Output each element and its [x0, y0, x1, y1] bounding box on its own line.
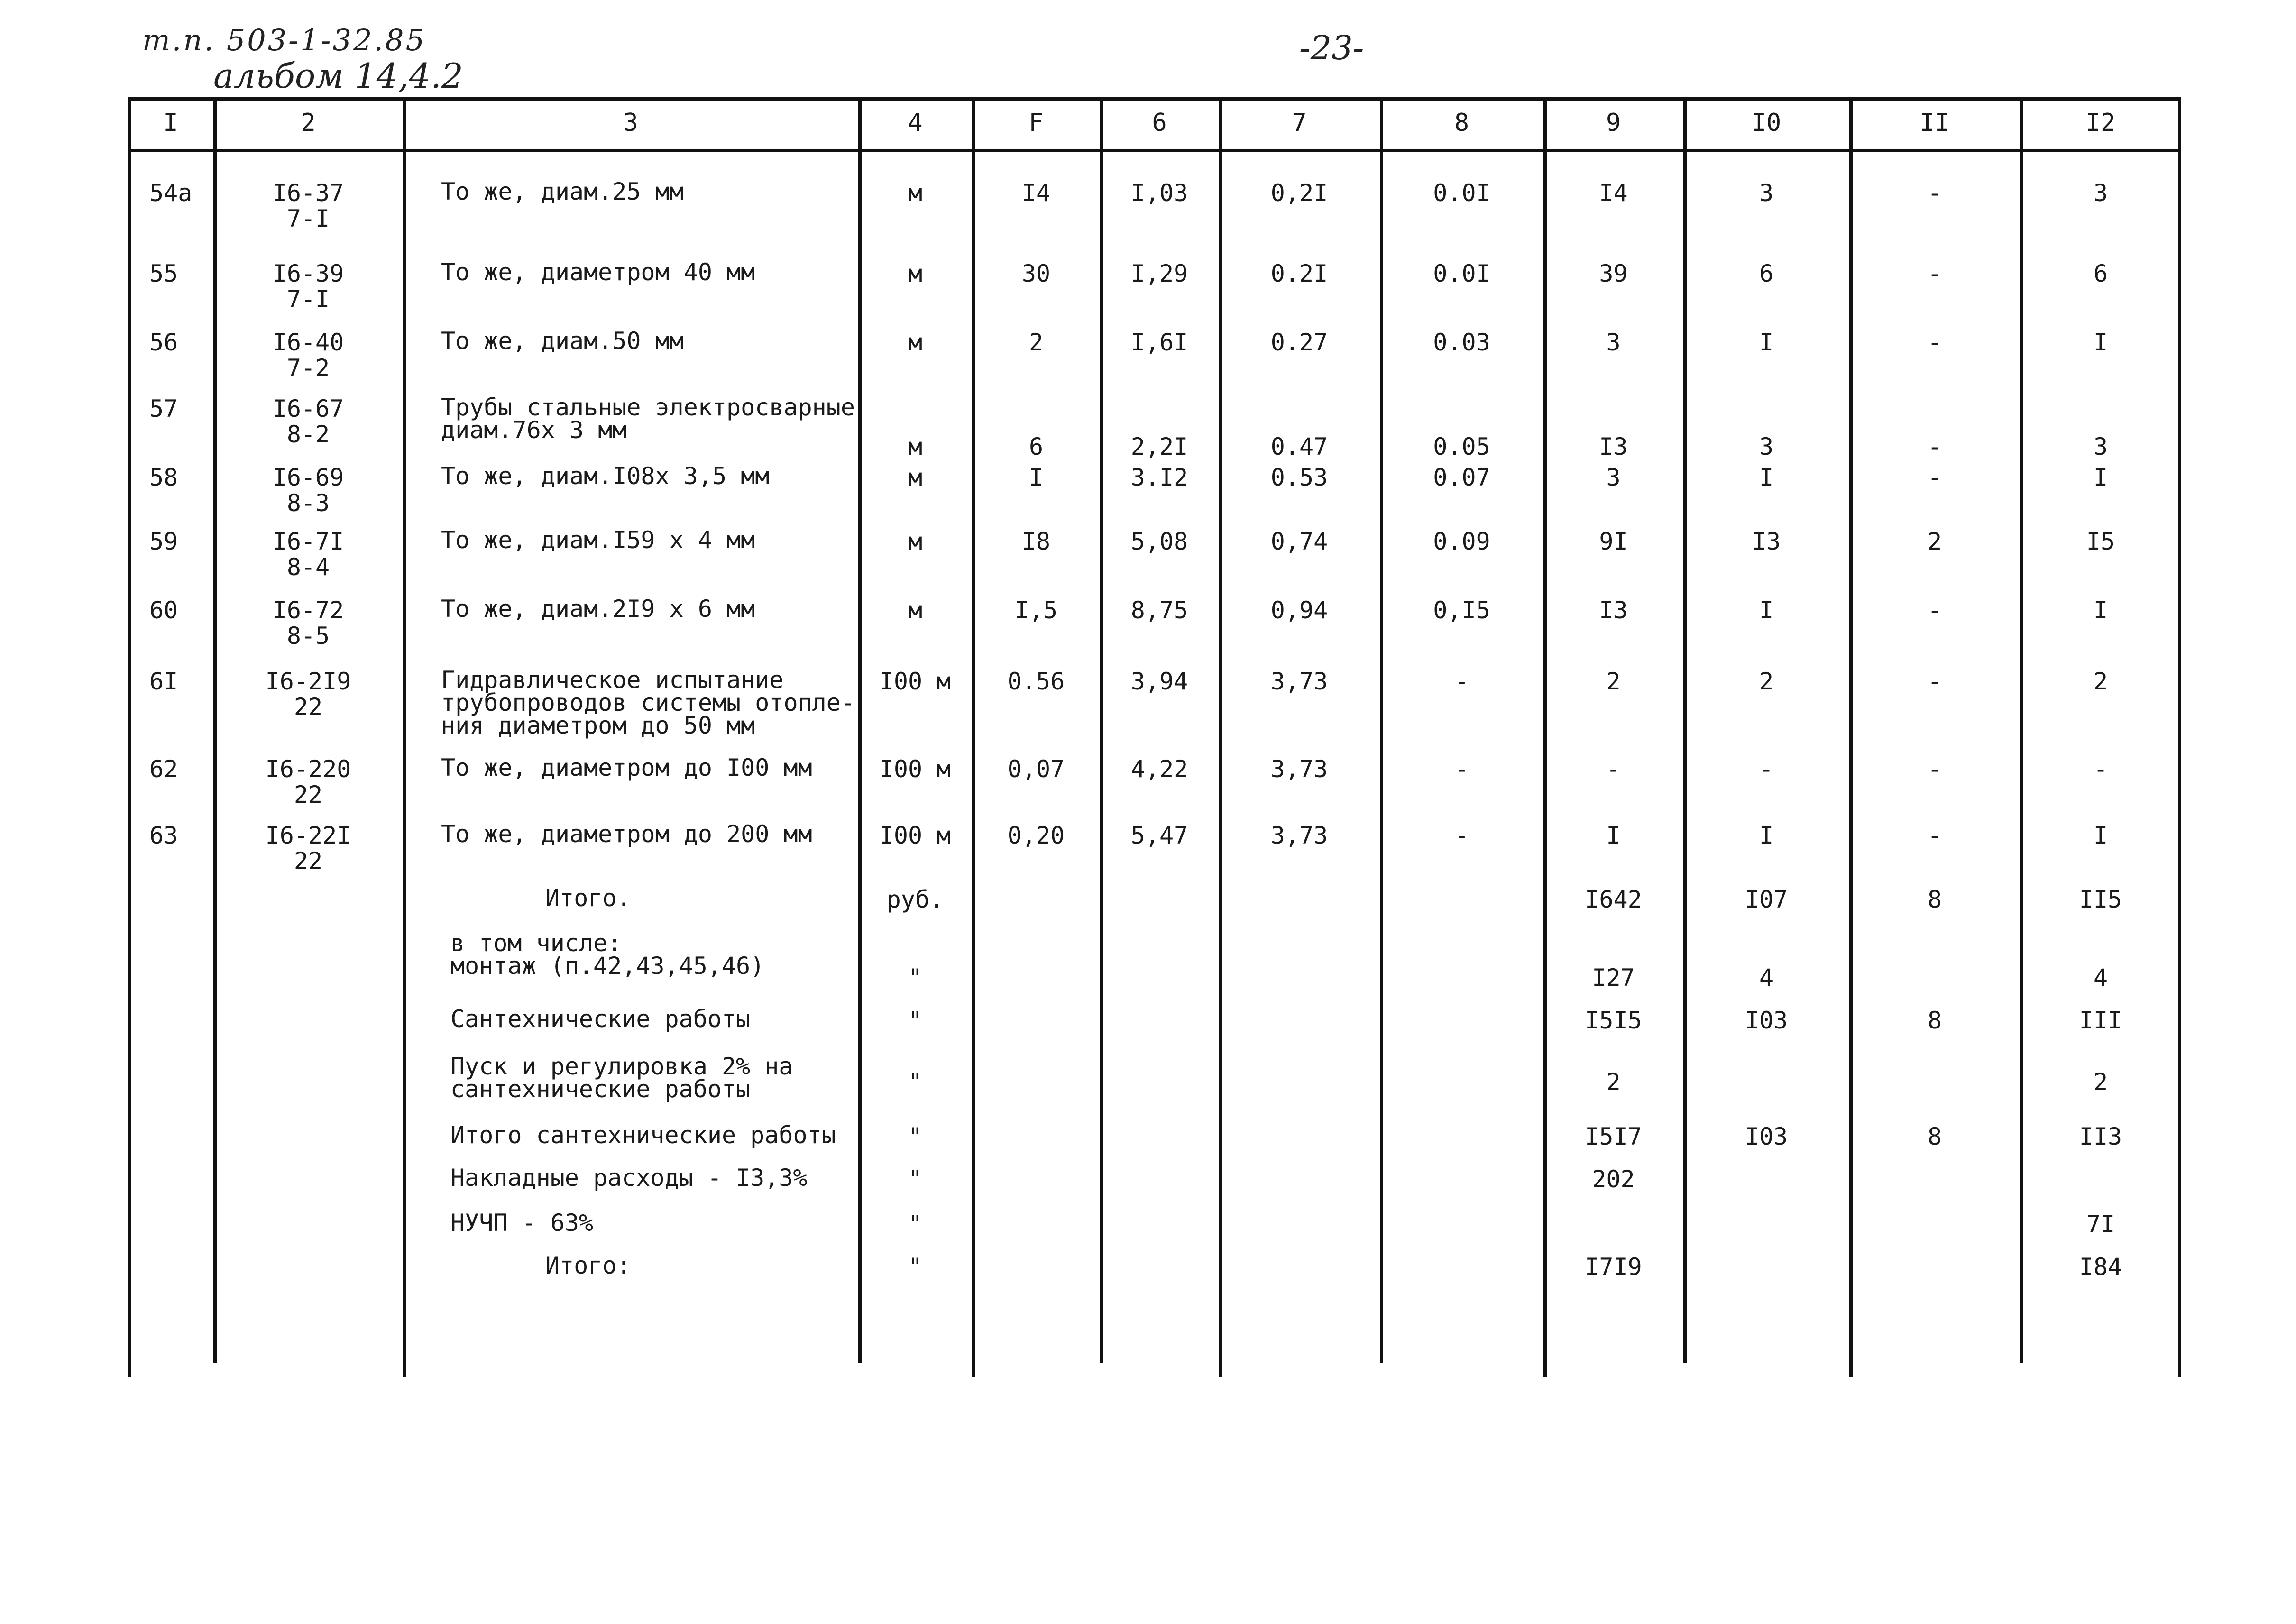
total-wages-machines: I	[2093, 329, 2108, 356]
norm-code: I6-220 22	[265, 755, 351, 808]
column-header: II	[1919, 109, 1950, 137]
column-divider	[1100, 97, 1103, 1363]
column-divider	[1849, 97, 1853, 1377]
totals-label: Итого.	[545, 884, 631, 912]
totals-wages-machines: II5	[2079, 886, 2122, 913]
quantity: I,5	[1014, 596, 1058, 624]
unit-wages: 0.47	[1270, 433, 1328, 460]
work-description: То же, диам.25 мм	[441, 178, 684, 205]
unit: I00 м	[879, 668, 951, 695]
totals-cost: 2	[1606, 1068, 1621, 1096]
total-machine-cost: -	[1927, 596, 1942, 624]
total-wages: 6	[1759, 260, 1774, 287]
total-cost: I4	[1599, 179, 1628, 207]
total-wages: I	[1759, 464, 1774, 491]
norm-code: I6-67 8-2	[272, 395, 344, 448]
total-cost: 3	[1606, 464, 1621, 491]
total-wages-machines: 3	[2093, 179, 2108, 207]
unit-cost: I,03	[1130, 179, 1188, 207]
header-bottom-border	[128, 149, 2181, 152]
total-wages: 3	[1759, 433, 1774, 460]
total-wages: I3	[1752, 528, 1781, 555]
unit-machine-cost: -	[1454, 822, 1469, 849]
unit-machine-cost: 0.05	[1433, 433, 1490, 460]
unit-machine-cost: -	[1454, 755, 1469, 783]
unit: м	[908, 596, 923, 624]
totals-unit: руб.	[886, 886, 944, 913]
totals-wages: I03	[1745, 1123, 1788, 1150]
total-machine-cost: -	[1927, 260, 1942, 287]
column-header: 4	[908, 109, 923, 137]
column-header: 3	[623, 109, 638, 137]
total-wages: 3	[1759, 179, 1774, 207]
totals-wages-machines: 7I	[2086, 1211, 2115, 1238]
totals-label: в том числе: монтаж (п.42,43,45,46)	[450, 929, 765, 980]
unit-wages: 3,73	[1270, 822, 1328, 849]
norm-code: I6-40 7-2	[272, 329, 344, 382]
totals-label: НУЧП - 63%	[450, 1209, 594, 1237]
unit-wages: 0.27	[1270, 329, 1328, 356]
column-header: 9	[1606, 109, 1621, 137]
total-machine-cost: -	[1927, 755, 1942, 783]
quantity: 0,20	[1007, 822, 1065, 849]
total-wages-machines: 2	[2093, 668, 2108, 695]
totals-wages: I07	[1745, 886, 1788, 913]
unit: I00 м	[879, 755, 951, 783]
column-divider	[1380, 97, 1383, 1363]
total-machine-cost: -	[1927, 822, 1942, 849]
column-divider	[972, 97, 975, 1377]
row-number: 54а	[149, 179, 193, 207]
norm-code: I6-7I 8-4	[272, 528, 344, 581]
norm-code: I6-37 7-I	[272, 179, 344, 232]
totals-label: Накладные расходы - I3,3%	[450, 1164, 808, 1192]
unit: м	[908, 464, 923, 491]
page-number: -23-	[1299, 28, 1364, 67]
totals-label: Итого сантехнические работы	[450, 1121, 836, 1149]
column-divider	[403, 97, 406, 1377]
total-wages: I	[1759, 329, 1774, 356]
norm-code: I6-69 8-3	[272, 464, 344, 517]
total-machine-cost: 2	[1927, 528, 1942, 555]
unit: м	[908, 433, 923, 460]
totals-machine-cost: 8	[1927, 886, 1942, 913]
totals-unit: "	[908, 1211, 923, 1238]
handwritten-album: альбом 14,4.2	[213, 56, 463, 96]
totals-wages-machines: I84	[2079, 1253, 2122, 1281]
column-header: I0	[1751, 109, 1782, 137]
unit-wages: 0,94	[1270, 596, 1328, 624]
unit-cost: 2,2I	[1130, 433, 1188, 460]
unit-wages: 3,73	[1270, 668, 1328, 695]
work-description: То же, диаметром до 200 мм	[441, 820, 812, 848]
total-wages: I	[1759, 596, 1774, 624]
table-top-border	[128, 97, 2181, 101]
row-number: 59	[149, 528, 178, 555]
quantity: 0,07	[1007, 755, 1065, 783]
unit: м	[908, 528, 923, 555]
totals-cost: 202	[1592, 1165, 1635, 1193]
column-header: 7	[1292, 109, 1307, 137]
estimate-table	[128, 97, 2181, 1377]
quantity: I4	[1021, 179, 1051, 207]
quantity: 6	[1029, 433, 1044, 460]
column-header: 2	[301, 109, 316, 137]
totals-label: Итого:	[545, 1252, 631, 1279]
totals-cost: I5I5	[1585, 1007, 1642, 1034]
total-wages: 2	[1759, 668, 1774, 695]
handwritten-code: т.п. 503-1-32.85	[142, 23, 427, 57]
work-description: То же, диаметром 40 мм	[441, 258, 755, 286]
column-divider	[128, 97, 131, 1377]
total-wages-machines: I	[2093, 596, 2108, 624]
quantity: I8	[1021, 528, 1051, 555]
unit-cost: I,29	[1130, 260, 1188, 287]
work-description: То же, диам.2I9 х 6 мм	[441, 595, 755, 623]
norm-code: I6-72 8-5	[272, 596, 344, 650]
totals-cost: I5I7	[1585, 1123, 1642, 1150]
unit-cost: 4,22	[1130, 755, 1188, 783]
unit-machine-cost: 0.09	[1433, 528, 1490, 555]
total-cost: I3	[1599, 596, 1628, 624]
unit: м	[908, 329, 923, 356]
totals-wages: 4	[1759, 964, 1774, 991]
total-wages-machines: 3	[2093, 433, 2108, 460]
total-machine-cost: -	[1927, 179, 1942, 207]
unit-machine-cost: 0.0I	[1433, 260, 1490, 287]
unit-wages: 0,2I	[1270, 179, 1328, 207]
total-cost: 3	[1606, 329, 1621, 356]
totals-machine-cost: 8	[1927, 1007, 1942, 1034]
totals-cost: I7I9	[1585, 1253, 1642, 1281]
total-cost: I	[1606, 822, 1621, 849]
row-number: 63	[149, 822, 178, 849]
row-number: 56	[149, 329, 178, 356]
column-divider	[2020, 97, 2023, 1363]
totals-wages: I03	[1745, 1007, 1788, 1034]
work-description: То же, диам.I08х 3,5 мм	[441, 462, 770, 490]
quantity: I	[1029, 464, 1044, 491]
total-cost: 2	[1606, 668, 1621, 695]
total-wages-machines: I	[2093, 464, 2108, 491]
total-cost: 9I	[1599, 528, 1628, 555]
unit-cost: 3,94	[1130, 668, 1188, 695]
totals-wages-machines: 4	[2093, 964, 2108, 991]
column-divider	[1219, 97, 1222, 1377]
column-header: I2	[2085, 109, 2116, 137]
totals-unit: "	[908, 1165, 923, 1193]
column-header: 6	[1152, 109, 1167, 137]
norm-code: I6-22I 22	[265, 822, 351, 875]
column-divider	[1683, 97, 1687, 1363]
quantity: 2	[1029, 329, 1044, 356]
totals-cost: I27	[1592, 964, 1635, 991]
quantity: 30	[1021, 260, 1051, 287]
totals-machine-cost: 8	[1927, 1123, 1942, 1150]
total-machine-cost: -	[1927, 464, 1942, 491]
row-number: 6I	[149, 668, 178, 695]
total-wages-machines: 6	[2093, 260, 2108, 287]
row-number: 60	[149, 596, 178, 624]
totals-wages-machines: II3	[2079, 1123, 2122, 1150]
row-number: 55	[149, 260, 178, 287]
column-header: I	[163, 109, 178, 137]
unit-cost: 8,75	[1130, 596, 1188, 624]
unit-machine-cost: 0.07	[1433, 464, 1490, 491]
total-wages-machines: I5	[2086, 528, 2115, 555]
column-header: F	[1029, 109, 1044, 137]
unit: I00 м	[879, 822, 951, 849]
unit-cost: 5,08	[1130, 528, 1188, 555]
unit-wages: 0,74	[1270, 528, 1328, 555]
unit-cost: I,6I	[1130, 329, 1188, 356]
row-number: 62	[149, 755, 178, 783]
total-cost: I3	[1599, 433, 1628, 460]
unit-cost: 3.I2	[1130, 464, 1188, 491]
total-machine-cost: -	[1927, 668, 1942, 695]
total-wages: -	[1759, 755, 1774, 783]
column-divider	[2178, 97, 2181, 1377]
totals-wages-machines: III	[2079, 1007, 2122, 1034]
quantity: 0.56	[1007, 668, 1065, 695]
norm-code: I6-39 7-I	[272, 260, 344, 313]
unit-machine-cost: 0.0I	[1433, 179, 1490, 207]
unit: м	[908, 260, 923, 287]
totals-cost: I642	[1585, 886, 1642, 913]
unit-wages: 0.53	[1270, 464, 1328, 491]
totals-unit: "	[908, 1123, 923, 1150]
totals-wages-machines: 2	[2093, 1068, 2108, 1096]
row-number: 58	[149, 464, 178, 491]
unit-machine-cost: 0.03	[1433, 329, 1490, 356]
totals-unit: "	[908, 1068, 923, 1096]
unit-machine-cost: -	[1454, 668, 1469, 695]
work-description: То же, диам.I59 х 4 мм	[441, 526, 755, 554]
totals-unit: "	[908, 1253, 923, 1281]
total-wages-machines: I	[2093, 822, 2108, 849]
unit-wages: 3,73	[1270, 755, 1328, 783]
work-description: Гидравлическое испытание трубопроводов системы отопле- ния диаметром до 50 мм	[441, 666, 855, 739]
total-cost: 39	[1599, 260, 1628, 287]
totals-unit: "	[908, 964, 923, 991]
unit-cost: 5,47	[1130, 822, 1188, 849]
unit-wages: 0.2I	[1270, 260, 1328, 287]
totals-label: Сантехнические работы	[450, 1005, 751, 1033]
work-description: Трубы стальные электросварные диам.76х 3 мм	[441, 394, 855, 444]
norm-code: I6-2I9 22	[265, 668, 351, 721]
totals-unit: "	[908, 1007, 923, 1034]
work-description: То же, диаметром до I00 мм	[441, 754, 812, 781]
row-number: 57	[149, 395, 178, 422]
unit: м	[908, 179, 923, 207]
unit-machine-cost: 0,I5	[1433, 596, 1490, 624]
work-description: То же, диам.50 мм	[441, 327, 684, 355]
column-header: 8	[1454, 109, 1469, 137]
total-wages: I	[1759, 822, 1774, 849]
total-cost: -	[1606, 755, 1621, 783]
totals-label: Пуск и регулировка 2% на сантехнические работы	[450, 1053, 793, 1103]
total-machine-cost: -	[1927, 329, 1942, 356]
total-machine-cost: -	[1927, 433, 1942, 460]
total-wages-machines: -	[2093, 755, 2108, 783]
